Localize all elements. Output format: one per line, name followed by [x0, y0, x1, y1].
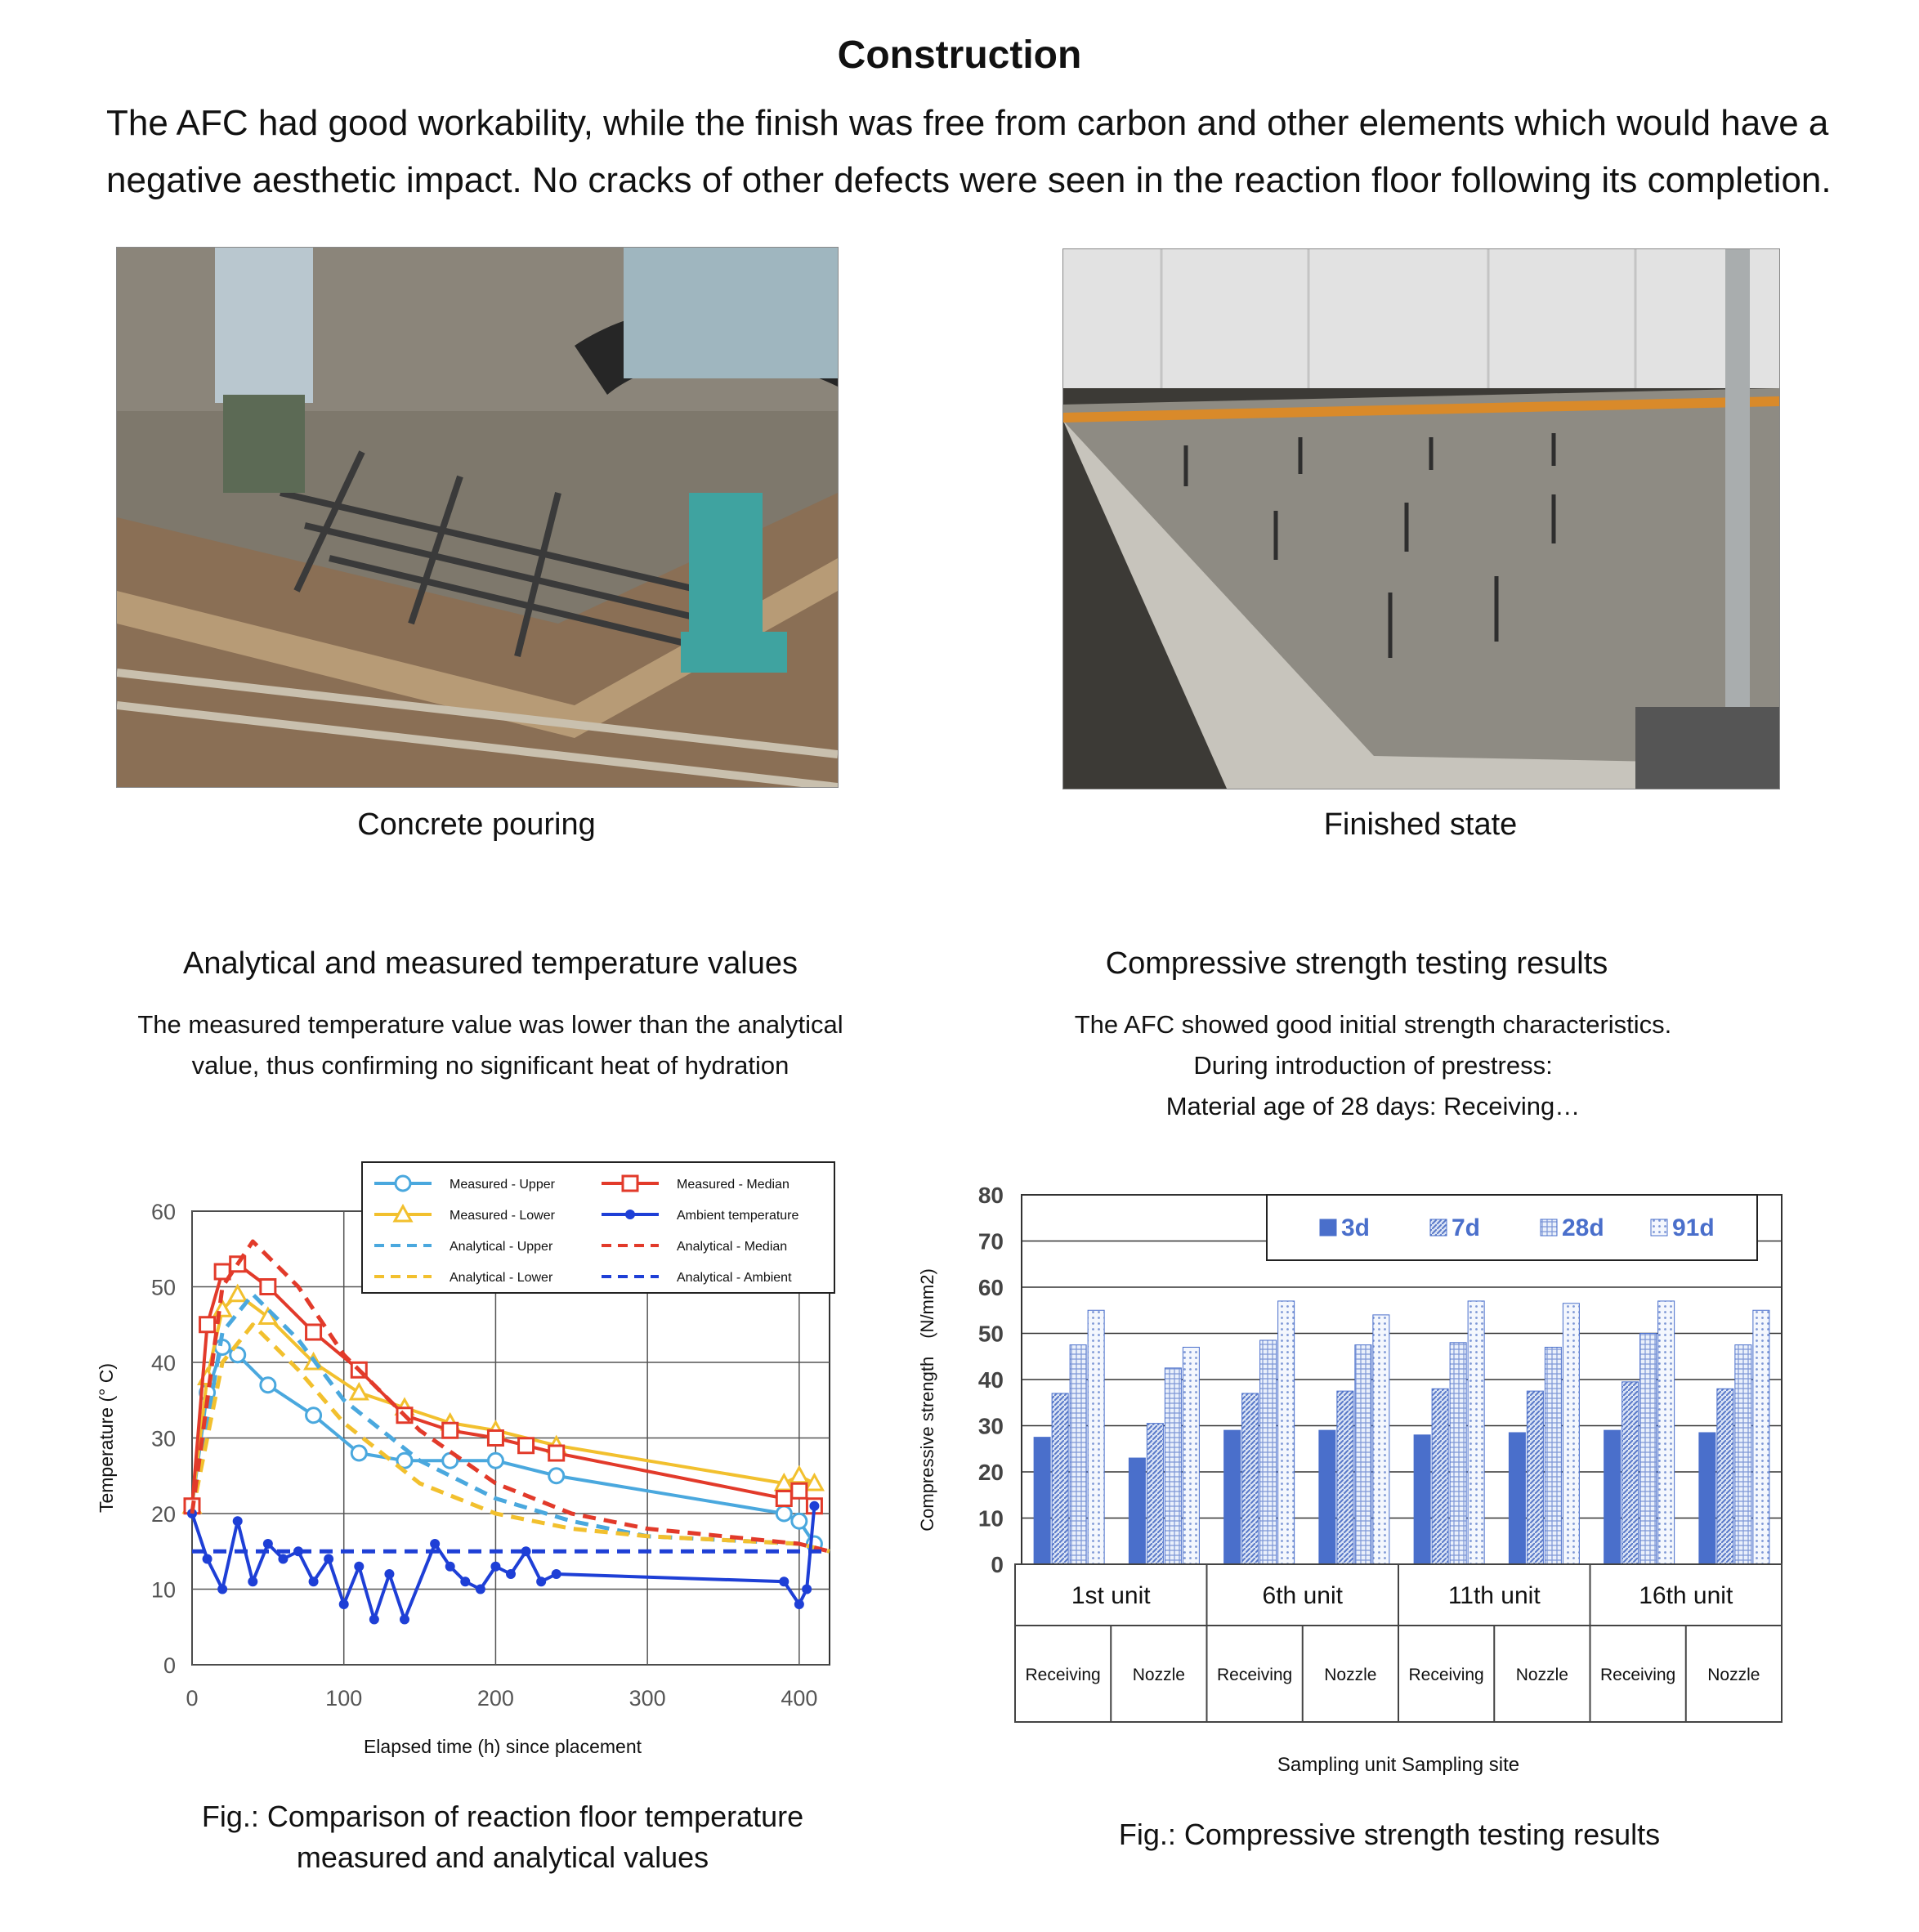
category-label: Nozzle [1515, 1666, 1568, 1684]
temperature-chart [82, 1161, 866, 1765]
category-label: Receiving [1025, 1666, 1101, 1684]
data-point [354, 1562, 364, 1572]
temperature-figure-caption [82, 1796, 924, 1878]
bar [1450, 1343, 1466, 1564]
bar [1468, 1301, 1484, 1564]
bar [1052, 1393, 1068, 1564]
page-title: Construction [837, 34, 1082, 77]
intro-paragraph: The AFC had good workability, while the finish was free from carbon and other elements which would have a negative aesthetic impact. No cracks of other defects were seen in the reaction floor following its completion. [106, 103, 1832, 200]
data-point [776, 1506, 791, 1521]
y-tick-label: 10 [977, 1505, 1004, 1532]
bar [1699, 1433, 1715, 1564]
category-label: Nozzle [1324, 1666, 1377, 1684]
data-point [400, 1615, 409, 1625]
concrete-pouring-photo [116, 247, 839, 788]
bar [1183, 1347, 1199, 1564]
data-point [519, 1438, 534, 1453]
data-point [623, 1176, 637, 1191]
bar [1735, 1345, 1751, 1564]
data-point [339, 1599, 349, 1609]
data-point [445, 1562, 455, 1572]
bar [1129, 1458, 1145, 1564]
group-label: 11th unit [1447, 1582, 1541, 1609]
category-label: Receiving [1600, 1666, 1676, 1684]
bar [1088, 1310, 1104, 1564]
y-tick-label: 40 [977, 1367, 1004, 1393]
strength-chart [907, 1161, 1790, 1782]
data-point [488, 1453, 503, 1468]
temperature-section-title: Analytical and measured temperature values [183, 946, 798, 981]
bar [1147, 1424, 1163, 1564]
y-tick-label: 30 [977, 1413, 1004, 1439]
bar [1622, 1382, 1639, 1564]
bar [1640, 1334, 1657, 1565]
data-point [552, 1569, 561, 1579]
data-point [200, 1317, 215, 1332]
legend-label: Analytical - Upper [450, 1240, 553, 1254]
y-tick-label: 80 [977, 1183, 1004, 1208]
group-label: 1st unit [1071, 1582, 1151, 1609]
bar [1717, 1389, 1733, 1564]
category-label: Receiving [1408, 1666, 1484, 1684]
data-point [369, 1615, 379, 1625]
data-point [248, 1576, 257, 1586]
x-tick-label: 100 [325, 1686, 363, 1711]
bar [1563, 1304, 1579, 1564]
y-axis-label: Temperature (° C) [96, 1362, 117, 1514]
finished-state-photo [1062, 248, 1780, 789]
x-axis-label: Sampling unit Sampling site [1277, 1754, 1520, 1776]
data-point [309, 1576, 319, 1586]
y-tick-label: 30 [150, 1426, 176, 1451]
legend-swatch [1320, 1219, 1336, 1236]
category-label: Nozzle [1132, 1666, 1185, 1684]
bar [1527, 1391, 1543, 1564]
data-point [792, 1483, 807, 1498]
data-point [549, 1446, 564, 1460]
y-tick-label: 50 [150, 1275, 176, 1300]
data-point [506, 1569, 516, 1579]
x-tick-label: 400 [781, 1686, 818, 1711]
legend-label: Ambient temperature [677, 1209, 799, 1223]
strength-section-body [964, 1004, 1782, 1127]
group-label: 16th unit [1639, 1582, 1733, 1609]
legend-label: 91d [1672, 1214, 1715, 1241]
data-point [278, 1554, 288, 1564]
bar [1545, 1347, 1561, 1564]
data-point [430, 1539, 440, 1549]
x-axis-label: Elapsed time (h) since placement [363, 1736, 642, 1757]
data-point [263, 1539, 273, 1549]
legend-label: 7d [1452, 1214, 1481, 1241]
y-tick-label: 10 [150, 1577, 176, 1603]
category-label: Receiving [1217, 1666, 1293, 1684]
y-tick-label: 50 [977, 1321, 1004, 1347]
y-tick-label: 20 [150, 1502, 176, 1527]
data-point [779, 1576, 789, 1586]
bar [1278, 1301, 1295, 1564]
strength-body-line-2: During introduction of prestress: [1193, 1051, 1553, 1080]
bar [1414, 1435, 1430, 1564]
strength-body-line-3: Material age of 28 days: Receiving… [1165, 1092, 1581, 1120]
data-point [261, 1280, 275, 1295]
data-point [625, 1210, 635, 1219]
data-point [443, 1423, 458, 1438]
data-point [536, 1576, 546, 1586]
x-tick-label: 300 [628, 1686, 666, 1711]
bar [1242, 1393, 1259, 1564]
y-tick-label: 40 [150, 1351, 176, 1375]
data-point [476, 1585, 485, 1594]
legend-swatch [1430, 1219, 1447, 1236]
bar [1034, 1438, 1050, 1564]
data-point [490, 1562, 500, 1572]
legend-label: Measured - Upper [450, 1178, 555, 1192]
data-point [351, 1446, 366, 1460]
legend-label: Measured - Median [677, 1178, 790, 1192]
bar [1224, 1430, 1241, 1564]
bar [1070, 1345, 1086, 1564]
bar [1432, 1389, 1448, 1564]
strength-section-title: Compressive strength testing results [1105, 946, 1608, 981]
y-tick-label: 0 [991, 1552, 1004, 1577]
x-tick-label: 0 [186, 1686, 199, 1711]
group-label: 6th unit [1262, 1582, 1343, 1609]
data-point [306, 1325, 321, 1339]
data-point [460, 1576, 470, 1586]
legend-label: Analytical - Lower [450, 1271, 553, 1285]
bar [1373, 1315, 1389, 1564]
data-point [802, 1585, 812, 1594]
data-point [324, 1554, 333, 1564]
legend-label: Analytical - Median [677, 1240, 788, 1254]
legend-label: Analytical - Ambient [677, 1271, 792, 1285]
y-tick-label: 0 [163, 1653, 176, 1678]
y-tick-label: 60 [150, 1200, 176, 1224]
data-point [306, 1408, 321, 1423]
data-point [396, 1176, 410, 1191]
data-point [261, 1378, 275, 1393]
data-point [488, 1431, 503, 1446]
temperature-body-line-1: The measured temperature value was lower than the analytical [137, 1010, 843, 1039]
y-axis-label: Compressive strength (N/mm2) [917, 1268, 937, 1532]
concrete-pouring-caption: Concrete pouring [357, 807, 596, 842]
temperature-figure-caption-line-1: Fig.: Comparison of reaction floor temperature [201, 1800, 804, 1833]
bar [1319, 1430, 1335, 1564]
legend-label: 3d [1341, 1214, 1371, 1241]
temperature-figure-caption-line-2: measured and analytical values [296, 1840, 709, 1874]
x-tick-label: 200 [476, 1686, 514, 1711]
bar [1509, 1433, 1525, 1564]
data-point [217, 1585, 227, 1594]
data-point [203, 1554, 212, 1564]
bar [1355, 1345, 1371, 1564]
strength-figure-caption: Fig.: Compressive strength testing results [1118, 1818, 1661, 1851]
bar [1604, 1430, 1621, 1564]
legend-swatch [1541, 1219, 1557, 1236]
temperature-section-body [82, 1004, 899, 1086]
y-tick-label: 20 [977, 1460, 1004, 1485]
data-point [549, 1469, 564, 1483]
data-point [233, 1516, 243, 1526]
data-point [794, 1599, 804, 1609]
data-point [776, 1491, 791, 1506]
legend-label: Measured - Lower [450, 1209, 555, 1223]
data-point [792, 1514, 807, 1528]
bar [1337, 1391, 1353, 1564]
temperature-body-line-2: value, thus confirming no significant heat of hydration [191, 1051, 790, 1080]
category-label: Nozzle [1707, 1666, 1760, 1684]
legend-label: 28d [1562, 1214, 1604, 1241]
strength-body-line-1: The AFC showed good initial strength characteristics. [1074, 1010, 1672, 1039]
bar [1753, 1310, 1769, 1564]
bar [1165, 1368, 1181, 1564]
bar [1260, 1340, 1277, 1564]
bar [1658, 1301, 1675, 1564]
legend-swatch [1651, 1219, 1667, 1236]
finished-state-caption: Finished state [1323, 807, 1518, 842]
data-point [809, 1501, 819, 1511]
y-tick-label: 70 [977, 1228, 1004, 1254]
data-point [384, 1569, 394, 1579]
y-tick-label: 60 [977, 1275, 1004, 1300]
